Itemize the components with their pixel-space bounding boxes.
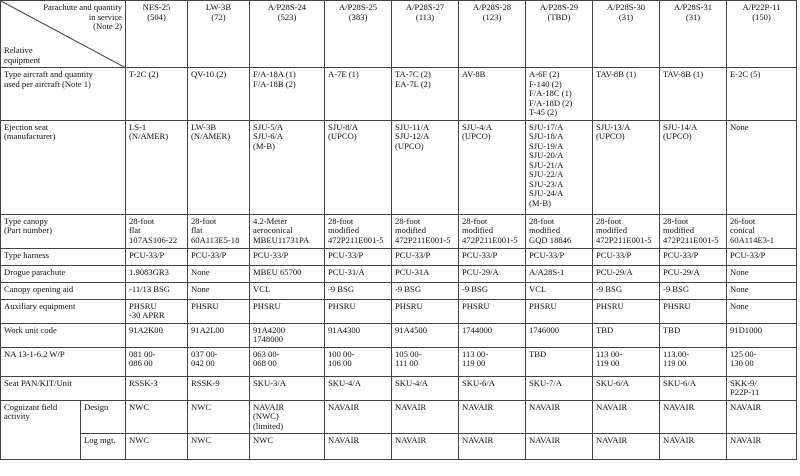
table-cell: NAVAIR [593,400,660,434]
table-row [1,68,797,121]
row-label: Type canopy (Part number) [1,214,126,248]
table-cell: 037 00- 042 00 [188,347,250,376]
table-cell: 91D1000 [727,323,797,347]
parachute-quantity: (113) [415,11,435,22]
table-cell: PHSRU [392,299,459,323]
table-cell: NWC [126,434,188,460]
parachute-name: A/P28S-29 [539,2,579,12]
table-cell: NAVAIR [727,434,797,460]
table-row [1,248,797,265]
table-cell: 4.2-Meter aeroconical MBEU11731PA [250,214,325,248]
table-cell: None [727,282,797,299]
table-cell: NAVAIR [526,400,593,434]
table-cell: MBEU 65700 [250,265,325,282]
table-cell: RSSK-9 [188,376,250,400]
table-cell: A/A28S-1 [526,265,593,282]
table-cell: NAVAIR [392,434,459,460]
table-cell: PCU-29/A [593,265,660,282]
table-cell: T-2C (2) [126,68,188,121]
table-cell: PCU-33/P [526,248,593,265]
table-cell: 105 00- 111 00 [392,347,459,376]
table-cell: PCU-33/P [727,248,797,265]
corner-header-cell [1,1,126,68]
parachute-name: NES-25 [142,2,171,12]
table-cell: 91A2K00 [126,323,188,347]
table-cell: SKU-6/A [660,376,727,400]
table-cell: NAVAIR (NWC) (limited) [250,400,325,434]
cognizant-design-row [1,400,797,434]
table-cell: -9 BSG [459,282,526,299]
table-cell: PCU-29/A [459,265,526,282]
table-cell: -9 BSG [392,282,459,299]
column-header [188,1,250,68]
parachute-name: LW-3B [205,2,232,12]
row-label: Canopy opening aid [1,282,126,299]
table-cell: PHSRU [459,299,526,323]
parachute-quantity: (383) [348,11,368,22]
table-cell: 91A4300 [325,323,392,347]
table-cell: SJU-8/A (UPCO) [325,120,392,214]
table-cell: 28-foot modified 472P211E001-5 [325,214,392,248]
table-cell: 1746000 [526,323,593,347]
table-cell: PCU-33/P [660,248,727,265]
table-cell: PCU-33/P [392,248,459,265]
parachute-name: A/P22P-11 [742,2,781,12]
table-cell: AV-8B [459,68,526,121]
table-cell: 28-foot flat 60A113E5-18 [188,214,250,248]
table-cell: PHSRU [660,299,727,323]
table-cell: NAVAIR [459,400,526,434]
table-cell: VCL [250,282,325,299]
table-cell: SKU-4/A [392,376,459,400]
table-cell: NWC [126,400,188,434]
table-cell: 113 00- 119 00 [459,347,526,376]
parachute-quantity-heading: Parachute and quantity in service (Note 2) [43,2,122,31]
parachute-quantity: (TBD) [547,11,571,22]
table-cell: TAV-8B (1) [660,68,727,121]
table-cell: 113 00- 119 00 [593,347,660,376]
table-row [1,282,797,299]
table-row [1,376,797,400]
table-cell: F/A-18A (1) F/A-18B (2) [250,68,325,121]
table-row [1,120,797,214]
table-cell: PHSRU [593,299,660,323]
table-cell: PCU-33/P [325,248,392,265]
table-row [1,347,797,376]
row-label: Type harness [1,248,126,265]
table-cell: NAVAIR [660,400,727,434]
parachute-name: A/P28S-27 [405,2,445,12]
table-cell: 100 00- 106 00 [325,347,392,376]
parachute-name: A/P28S-30 [606,2,646,12]
column-header [392,1,459,68]
table-cell: PHSRU [250,299,325,323]
column-header [459,1,526,68]
table-cell: 113.00- 119 00 [660,347,727,376]
table-cell: SKU-7/A [526,376,593,400]
table-cell: TBD [593,323,660,347]
table-cell: None [188,265,250,282]
cognizant-field-activity-label: Cognizant field activity [1,400,81,460]
parachute-quantity: (123) [482,11,502,22]
table-cell: 28-foot modified GQD 18846 [526,214,593,248]
table-cell: QV-10 (2) [188,68,250,121]
table-cell: 28-foot modified 472P211E001-5 [593,214,660,248]
table-cell: SKU-6/A [459,376,526,400]
table-cell: PCU-29/A [660,265,727,282]
table-cell: 1.9083GR3 [126,265,188,282]
table-cell: PCU-31/A [325,265,392,282]
parachute-name: A/P28S-25 [338,2,378,12]
parachute-quantity: (504) [147,11,166,22]
column-header [727,1,797,68]
table-cell: PCU-33/P [126,248,188,265]
table-row [1,265,797,282]
row-label: Seat PAN/KIT/Unit [1,376,126,400]
column-header [660,1,727,68]
table-cell: A-7E (1) [325,68,392,121]
table-cell: 28-foot flat 107AS106-22 [126,214,188,248]
table-cell: PHSRU [325,299,392,323]
table-cell: PCU-31A [392,265,459,282]
table-cell: LW-3B (N/AMER) [188,120,250,214]
table-cell: 1744000 [459,323,526,347]
table-cell: NAVAIR [459,434,526,460]
table-cell: -9 BSG [593,282,660,299]
table-cell: NAVAIR [392,400,459,434]
table-cell: NAVAIR [660,434,727,460]
column-header [325,1,392,68]
table-cell: TAV-8B (1) [593,68,660,121]
parachute-name: A/P28S-24 [267,2,307,12]
parachute-quantity: (523) [277,11,297,22]
table-cell: SKU-4/A [325,376,392,400]
table-cell: A-6F (2) F-140 (2) F/A-18C (1) F/A-18D (2) T-45 (2) [526,68,593,121]
row-label: Auxiliary equipment [1,299,126,323]
table-cell: -9 BSG [660,282,727,299]
table-cell: -9 BSG [325,282,392,299]
parachute-quantity: (150) [752,11,771,22]
table-cell: None [188,282,250,299]
row-label: Work unit code [1,323,126,347]
table-cell: SKK-9/ P22P-11 [727,376,797,400]
table-cell: TBD [660,323,727,347]
table-cell: SJU-5/A SJU-6/A (M-B) [250,120,325,214]
table-cell: None [727,299,797,323]
relative-equipment-heading: Relative equipment [4,45,41,65]
table-cell: 28-foot modified 472P211E001-5 [660,214,727,248]
table-cell: SKU-3/A [250,376,325,400]
table-cell: NAVAIR [727,400,797,434]
table-cell: SJU-14/A (UPCO) [660,120,727,214]
table-cell: VCL [526,282,593,299]
table-cell: 91A2L00 [188,323,250,347]
row-label: Drogue parachute [1,265,126,282]
table-cell: None [727,265,797,282]
table-cell: PCU-33/P [593,248,660,265]
table-cell: E-2C (5) [727,68,797,121]
table-cell: PCU-33/P [459,248,526,265]
table-cell: 28-foot modified 472P211E001-5 [459,214,526,248]
column-header [526,1,593,68]
table-cell: NAVAIR [325,400,392,434]
column-header [593,1,660,68]
table-cell: TBD [526,347,593,376]
parachute-quantity: (72) [211,11,226,22]
table-cell: 26-foot conical 60A114E3-1 [727,214,797,248]
table-cell: SKU-6/A [593,376,660,400]
table-cell: PHSRU [188,299,250,323]
table-cell: PHSRU -30 APRR [126,299,188,323]
column-header [250,1,325,68]
table-cell: None [727,120,797,214]
table-cell: 91A4500 [392,323,459,347]
table-cell: 063 00- 068 00 [250,347,325,376]
table-cell: SJU-4/A (UPCO) [459,120,526,214]
row-label: Type aircraft and quantity used per aircraft (Note 1) [1,68,126,121]
table-cell: PCU-33/P [188,248,250,265]
table-cell: 28-foot modified 472P211E001-5 [392,214,459,248]
table-cell: RSSK-3 [126,376,188,400]
table-cell: 125 00- 130 00 [727,347,797,376]
log-mgt-label: Log mgt. [81,434,126,460]
table-row [1,214,797,248]
column-header [126,1,188,68]
table-cell: SJU-13/A (UPCO) [593,120,660,214]
table-cell: NAVAIR [526,434,593,460]
table-cell: TA-7C (2) EA-7L (2) [392,68,459,121]
table-cell: NWC [188,434,250,460]
table-cell: 081 00- 086 00 [126,347,188,376]
table-cell: 91A4200 1748000 [250,323,325,347]
design-label: Design [81,400,126,434]
table-cell: -11/13 BSG [126,282,188,299]
table-cell: NWC [250,434,325,460]
table-cell: NAVAIR [325,434,392,460]
header-row [1,1,797,68]
row-label: NA 13-1-6.2 W/P [1,347,126,376]
table-cell: NWC [188,400,250,434]
table-cell: PCU-33/P [250,248,325,265]
table-row [1,299,797,323]
table-cell: SJU-17/A SJU-18/A SJU-19/A SJU-20/A SJU-21/A SJU-22/A SJU-23/A SJU-24/A (M-B) [526,120,593,214]
parachute-name: A/P28S-31 [673,2,713,12]
table-cell: LS-1 (N/AMER) [126,120,188,214]
cognizant-log-row [1,434,797,460]
table-cell: NAVAIR [593,434,660,460]
parachute-name: A/P28S-28 [472,2,512,12]
parachute-quantity: (31) [685,11,701,22]
table-row [1,323,797,347]
parachute-quantity: (31) [618,11,634,22]
row-label: Ejection seat (manufacturer) [1,120,126,214]
table-cell: PHSRU [526,299,593,323]
table-cell: SJU-11/A SJU-12/A (UPCO) [392,120,459,214]
